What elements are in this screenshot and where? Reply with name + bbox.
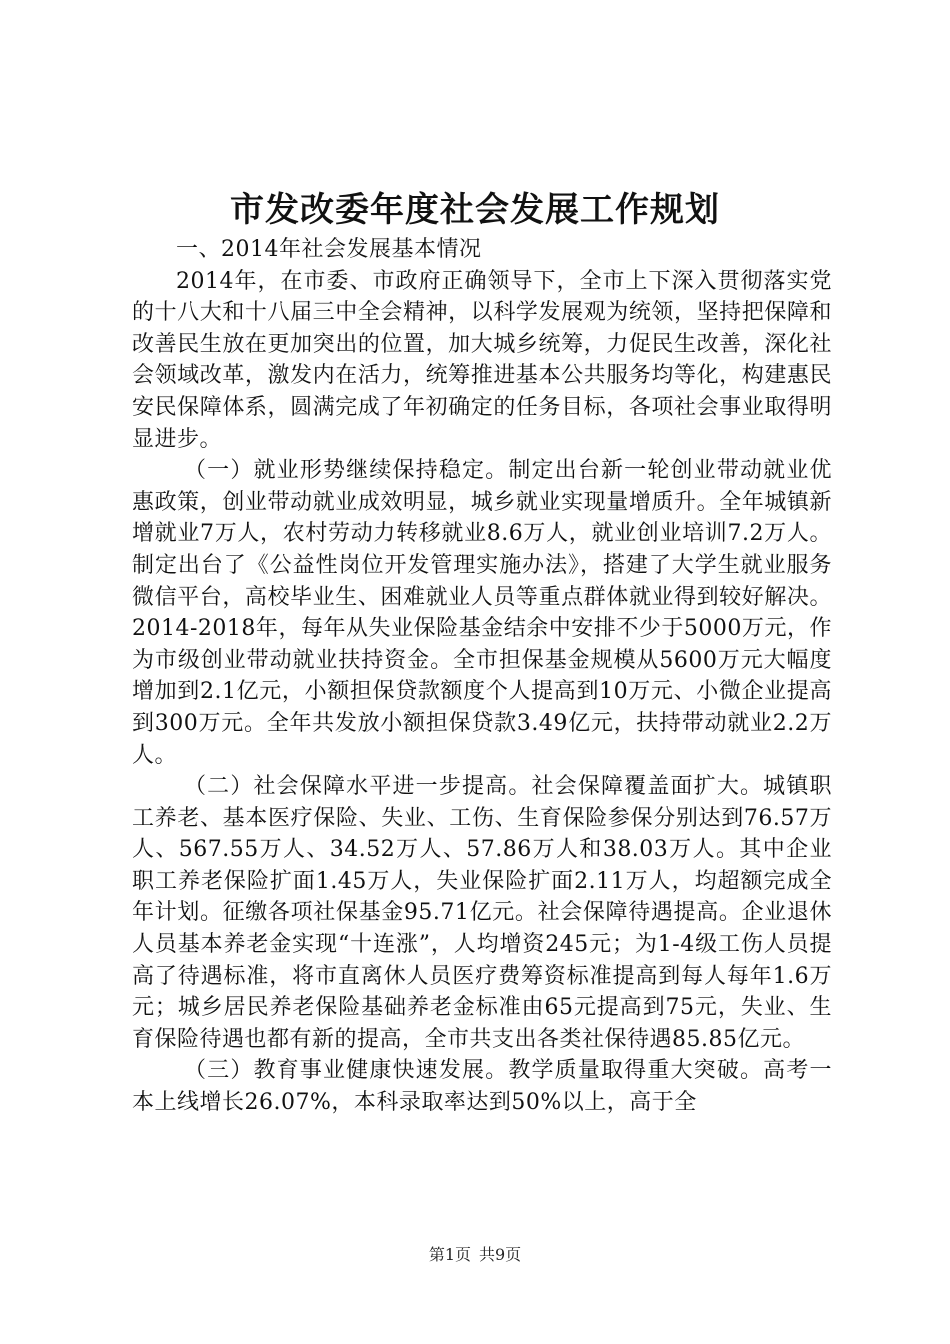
paragraph-employment: （一）就业形势继续保持稳定。制定出台新一轮创业带动就业优惠政策，创业带动就业成效明显，城乡就业实现量增质升。全年城镇新增就业7万人，农村劳动力转移就业8.6万人，就业创业培训7.2万人。制定出台了《公益性岗位开发管理实施办法》，搭建了大学生就业服务微信平台，高校毕业生、困难就业人员等重点群体就业得到较好解决。2014-2018年，每年从失业保险基金结余中安排不少于5000万元，作为市级创业带动就业扶持资金。全市担保基金规模从5600万元大幅度增加到2.1亿元，小额担保贷款额度个人提高到10万元、小微企业提高到300万元。全年共发放小额担保贷款3.49亿元，扶持带动就业2.2万人。: [132, 458, 832, 768]
paragraph-intro: 2014年，在市委、市政府正确领导下，全市上下深入贯彻落实党的十八大和十八届三中全会精神，以科学发展观为统领，坚持把保障和改善民生放在更加突出的位置，加大城乡统筹，力促民生改善，深化社会领域改革，激发内在活力，统筹推进基本公共服务均等化，构建惠民安民保障体系，圆满完成了年初确定的任务目标，各项社会事业取得明显进步。: [132, 268, 832, 452]
paragraph-education: （三）教育事业健康快速发展。教学质量取得重大突破。高考一本上线增长26.07%，本科录取率达到50%以上，高于全: [132, 1058, 832, 1116]
paragraph-social-security: （二）社会保障水平进一步提高。社会保障覆盖面扩大。城镇职工养老、基本医疗保险、失业、工伤、生育保险参保分别达到76.57万人、567.55万人、34.52万人、57.86万人和38.03万人。其中企业职工养老保险扩面1.45万人，失业保险扩面2.11万人，均超额完成全年计划。征缴各项社保基金95.71亿元。社会保障待遇提高。企业退休人员基本养老金实现“十连涨”，人均增资245元；为1-4级工伤人员提高了待遇标准，将市直离休人员医疗费筹资标准提高到每人每年1.6万元；城乡居民养老保险基础养老金标准由65元提高到75元，失业、生育保险待遇也都有新的提高，全市共支出各类社保待遇85.85亿元。: [132, 774, 832, 1052]
document-title: 市发改委年度社会发展工作规划: [230, 190, 720, 230]
page-total: 共9页: [479, 1245, 522, 1264]
document-body: [132, 234, 832, 1119]
page-footer: [0, 1244, 950, 1266]
section-heading: 一、2014年社会发展基本情况: [176, 237, 482, 262]
page-number: 第1页: [428, 1245, 471, 1264]
